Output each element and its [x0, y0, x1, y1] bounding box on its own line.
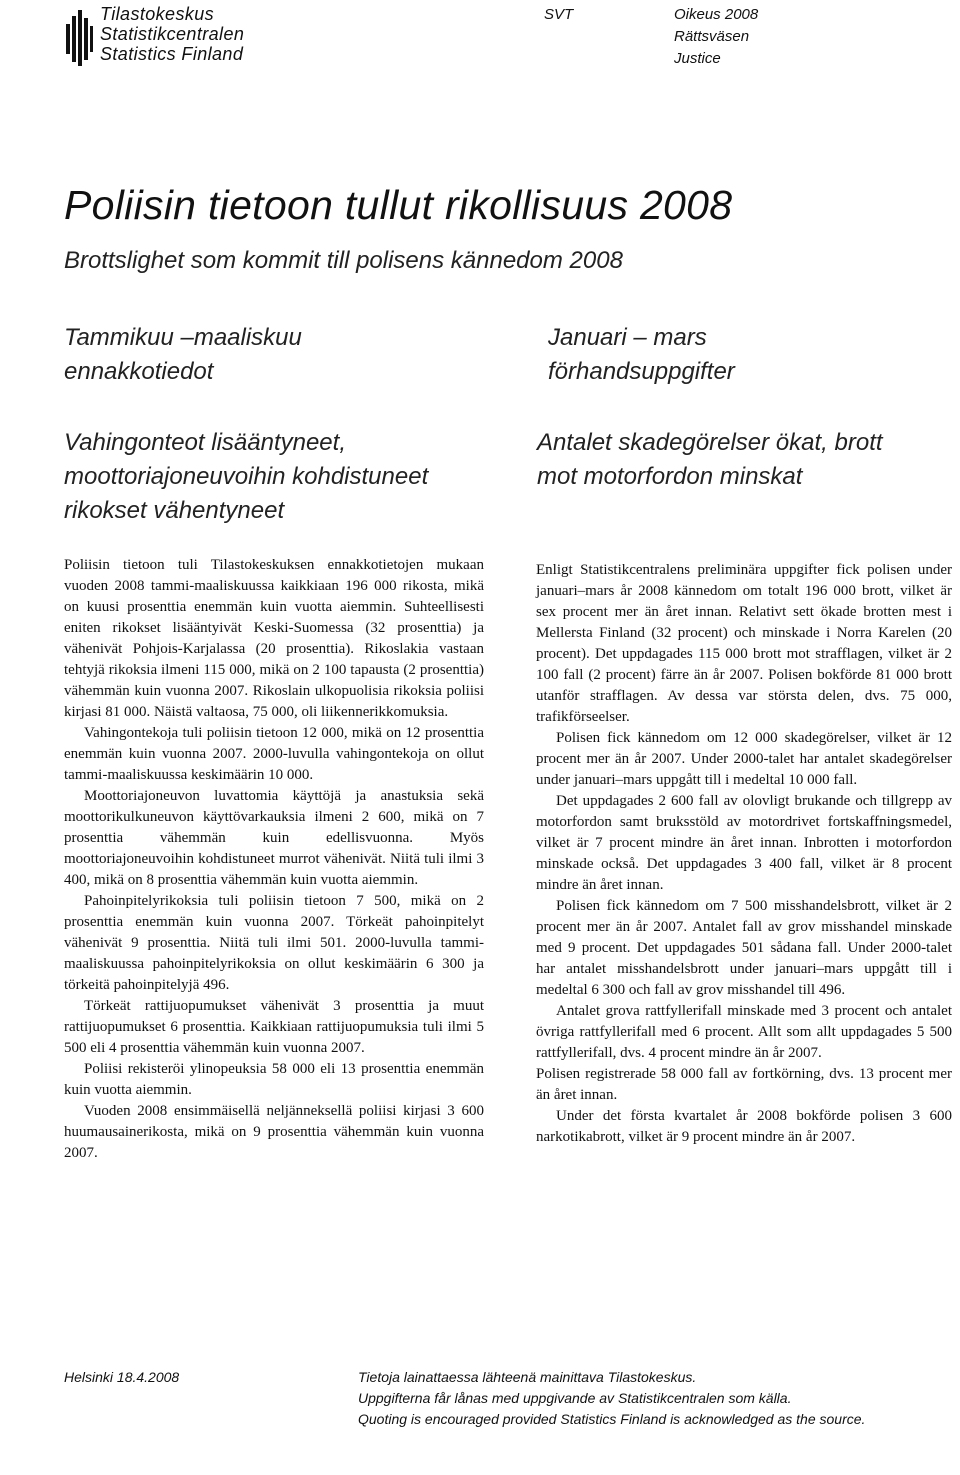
topic-block [674, 4, 758, 70]
right-paragraph: Enligt Statistikcentralens preliminära uppgifter fick polisen under januari–mars år 2008 kännedom om totalt 196 000 brott, vilket är sex procent mer än året innan. Relativt sett ökade brotten mest i Mellersta Finland (32 procent) och minskade i Norra Karelen (20 procent). Det uppdagades 115 000 brott mot strafflagen, vilket är 2 100 fall (2 procent) färre än år 2007. Polisen bokförde 81 000 brott utanför strafflagen. Av dessa var största delen, dvs. 75 000, trafikförseelser. [536, 562, 952, 725]
left-period-line-2: ennakkotiedot [64, 358, 214, 385]
right-paragraph: Antalet grova rattfyllerifall minskade med 3 procent och antalet övriga rattfyllerifall med 6 procent. Allt som allt uppdagades 5 500 rattfyllerifall, dvs. 4 procent mindre än år 2007. [536, 1003, 952, 1061]
left-period-line-1: Tammikuu –maaliskuu [64, 324, 302, 351]
series-label: SVT [544, 6, 574, 23]
right-paragraph: Polisen fick kännedom om 7 500 misshandelsbrott, vilket är 2 procent mer än år 2007. Antalet fall av grov misshandel minskade med 9 procent. Det uppdagades 501 sådana fall. Under 2000-talet har antalet misshandelsbrott under januari–mars uppgått till i medeltal 6 300 och fall av grov misshandel till 496. [536, 898, 952, 998]
right-headline-line-1: Antalet skadegörelser ökat, brott [537, 429, 883, 456]
right-period-line-2: förhandsuppgifter [548, 358, 735, 385]
left-headline-line-2: moottoriajoneuvoihin kohdistuneet [64, 463, 429, 490]
left-period-heading [64, 321, 302, 389]
footer-note-en: Quoting is encouraged provided Statistics Finland is acknowledged as the source. [358, 1411, 866, 1427]
left-headline [64, 426, 428, 528]
logo-line-2: Statistikcentralen [100, 24, 245, 44]
topic-sv: Rättsväsen [674, 28, 750, 45]
logo-line-1: Tilastokeskus [100, 4, 215, 24]
right-paragraph: Det uppdagades 2 600 fall av olovligt brukande och tillgrepp av motorfordon samt bruksstöld av motordrivet fortskaffningsmedel, vilket är 7 procent mindre än året innan. Inbrotten i motorfordon minskade också. Det uppdagades 3 400 fall, vilket är 8 procent mindre än året innan. [536, 793, 952, 893]
logo-text [100, 4, 244, 64]
logo-mark-icon [64, 10, 94, 68]
right-period-heading [548, 321, 735, 389]
page-title: Poliisin tietoon tullut rikollisuus 2008 [64, 182, 733, 228]
right-body [536, 560, 952, 1148]
right-period-line-1: Januari – mars [548, 324, 707, 351]
footer-date: Helsinki 18.4.2008 [64, 1369, 180, 1385]
logo-line-3: Statistics Finland [100, 44, 244, 64]
footer-notes [358, 1367, 865, 1430]
left-paragraph: Pahoinpitelyrikoksia tuli poliisin tietoon 7 500, mikä on 2 prosenttia enemmän kuin vuonna 2007. Törkeät pahoinpitelyt vähenivät 9 prosenttia. Niitä tuli ilmi 501. 2000-luvulla tammi-maaliskuussa pahoinpitelyrikoksia on ollut keskimäärin 6 300 ja törkeitä pahoinpitelyjä 496. [64, 893, 484, 993]
right-paragraph: Under det första kvartalet år 2008 bokförde polisen 3 600 narkotikabrott, vilket är 9 procent mindre än år 2007. [536, 1108, 952, 1145]
page-subtitle: Brottslighet som kommit till polisens kännedom 2008 [64, 247, 623, 274]
left-paragraph: Törkeät rattijuopumukset vähenivät 3 prosenttia ja muut rattijuopumukset 6 prosenttia. Kaikkiaan rattijuopumuksia tuli ilmi 5 500 eli 4 prosenttia vähemmän kuin vuonna 2007. [64, 998, 484, 1056]
footer-note-fi: Tietoja lainattaessa lähteenä mainittava Tilastokeskus. [358, 1369, 697, 1385]
left-paragraph: Moottoriajoneuvon luvattomia käyttöjä ja anastuksia sekä moottorikulkuneuvon käyttövarkauksia ilmeni 2 600, mikä on 7 prosenttia vähemmän kuin edellisvuonna. Myös moottoriajoneuvoihin kohdistuneet murrot vähenivät. Niitä tuli ilmi 3 400, mikä on 8 prosenttia vähemmän kuin vuotta aiemmin. [64, 788, 484, 888]
topic-en: Justice [674, 50, 721, 67]
left-headline-line-1: Vahingonteot lisääntyneet, [64, 429, 346, 456]
right-headline [537, 426, 955, 494]
right-paragraph: Polisen registrerade 58 000 fall av fortkörning, dvs. 13 procent mer än året innan. [536, 1066, 952, 1103]
left-paragraph: Poliisin tietoon tuli Tilastokeskuksen ennakkotietojen mukaan vuoden 2008 tammi-maaliskuussa kaikkiaan 196 000 rikosta, mikä on kuusi prosenttia enemmän kuin vuotta aiemmin. Suhteellisesti eniten rikokset lisääntyivät Keski-Suomessa (32 prosenttia) ja vähenivät Pohjois-Karjalassa (20 prosenttia). Rikoslakia vastaan tehtyjä rikoksia ilmeni 115 000, mikä on 2 100 tapausta (2 prosenttia) vähemmän kuin vuonna 2007. Rikoslain ulkopuolisia rikoksia poliisi kirjasi 81 000. Näistä valtaosa, 75 000, oli liikennerikkomuksia. [64, 557, 484, 720]
left-paragraph: Poliisi rekisteröi ylinopeuksia 58 000 eli 13 prosenttia enemmän kuin vuotta aiemmin. [64, 1061, 484, 1098]
topic-fi: Oikeus 2008 [674, 6, 759, 23]
right-paragraph: Polisen fick kännedom om 12 000 skadegörelser, vilket är 12 procent mer än år 2007. Under 2000-talet har antalet skadegörelser under januari–mars uppgått till i medeltal 10 000 fall. [536, 730, 952, 788]
right-headline-line-2: mot motorfordon minskat [537, 463, 803, 490]
left-headline-line-3: rikokset vähentyneet [64, 497, 285, 524]
footer-note-sv: Uppgifterna får lånas med uppgivande av Statistikcentralen som källa. [358, 1390, 792, 1406]
left-paragraph: Vahingontekoja tuli poliisin tietoon 12 000, mikä on 12 prosenttia enemmän kuin vuonna 2007. 2000-luvulla vahingontekoja on ollut tammi-maaliskuussa keskimäärin 10 000. [64, 725, 484, 783]
left-paragraph: Vuoden 2008 ensimmäisellä neljänneksellä poliisi kirjasi 3 600 huumausainerikosta, mikä on 9 prosenttia vähemmän kuin vuonna 2007. [64, 1103, 484, 1161]
left-body [64, 555, 484, 1164]
statistics-finland-logo [64, 4, 244, 68]
